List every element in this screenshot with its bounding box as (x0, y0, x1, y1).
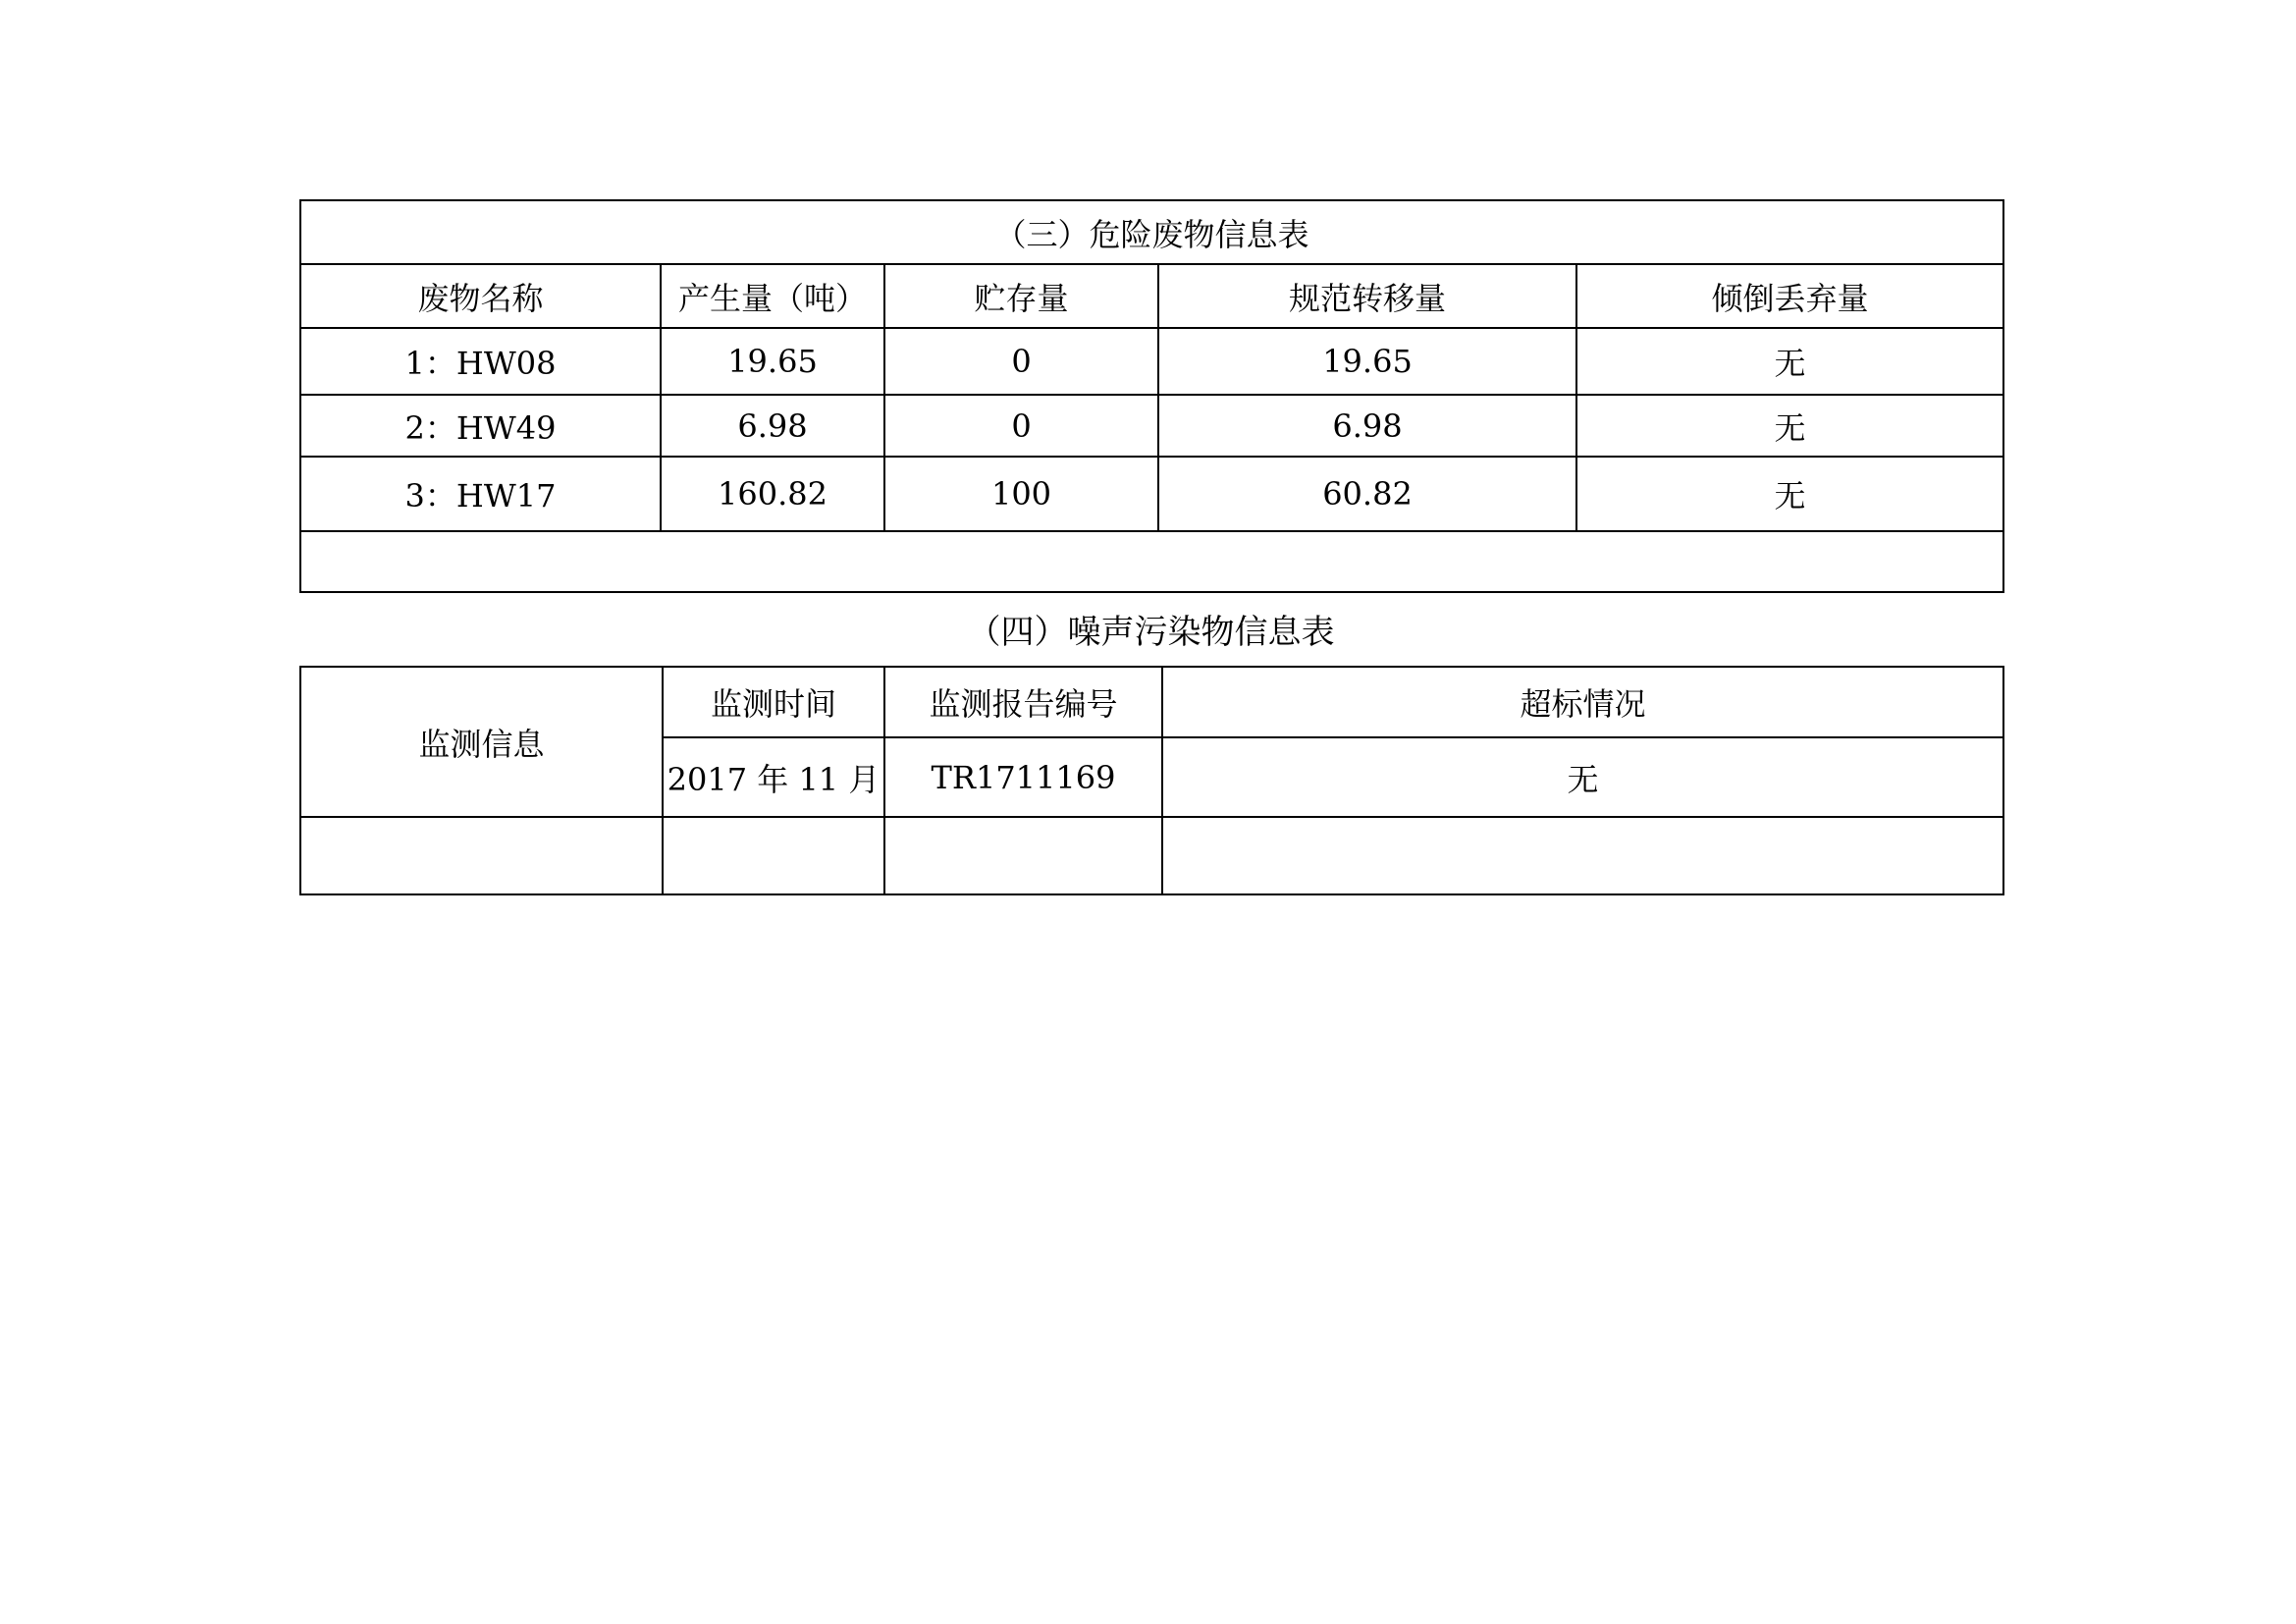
cell-production-amount: 19.65 (661, 328, 884, 395)
monitoring-info-label: 监测信息 (300, 667, 663, 817)
noise-table-title: （四）噪声污染物信息表 (967, 612, 1335, 652)
empty-cell (884, 817, 1162, 894)
cell-production-amount: 6.98 (661, 395, 884, 457)
cell-storage-amount: 0 (884, 395, 1158, 457)
cell-dumping-amount: 无 (1576, 457, 2003, 531)
empty-cell (300, 531, 2003, 592)
cell-exceedance-status: 无 (1162, 737, 2003, 817)
header-production-amount: 产生量（吨） (661, 264, 884, 328)
header-exceedance-status: 超标情况 (1162, 667, 2003, 737)
cell-monitoring-time: 2017 年 11 月 (663, 737, 884, 817)
cell-transfer-amount: 60.82 (1158, 457, 1576, 531)
cell-waste-name: 1：HW08 (300, 328, 661, 395)
table-row (300, 457, 2003, 531)
header-waste-name: 废物名称 (300, 264, 661, 328)
header-storage-amount: 贮存量 (884, 264, 1158, 328)
table-row (300, 395, 2003, 457)
empty-cell (1162, 817, 2003, 894)
cell-dumping-amount: 无 (1576, 395, 2003, 457)
cell-waste-name: 2：HW49 (300, 395, 661, 457)
hazardous-waste-table (299, 199, 2004, 593)
cell-transfer-amount: 19.65 (1158, 328, 1576, 395)
cell-storage-amount: 0 (884, 328, 1158, 395)
empty-cell (663, 817, 884, 894)
empty-cell (300, 817, 663, 894)
noise-header-row (300, 667, 2003, 737)
hazardous-waste-table-title: （三）危险废物信息表 (300, 200, 2003, 264)
hazardous-waste-header-row (300, 264, 2003, 328)
header-monitoring-report-no: 监测报告编号 (884, 667, 1162, 737)
cell-waste-name: 3：HW17 (300, 457, 661, 531)
hazardous-waste-title-row (300, 200, 2003, 264)
header-dumping-amount: 倾倒丢弃量 (1576, 264, 2003, 328)
empty-row (300, 817, 2003, 894)
table-row (300, 328, 2003, 395)
header-transfer-amount: 规范转移量 (1158, 264, 1576, 328)
cell-dumping-amount: 无 (1576, 328, 2003, 395)
cell-monitoring-report-no: TR1711169 (884, 737, 1162, 817)
noise-pollutant-table (299, 666, 2004, 895)
header-monitoring-time: 监测时间 (663, 667, 884, 737)
cell-storage-amount: 100 (884, 457, 1158, 531)
cell-transfer-amount: 6.98 (1158, 395, 1576, 457)
cell-production-amount: 160.82 (661, 457, 884, 531)
empty-row (300, 531, 2003, 592)
